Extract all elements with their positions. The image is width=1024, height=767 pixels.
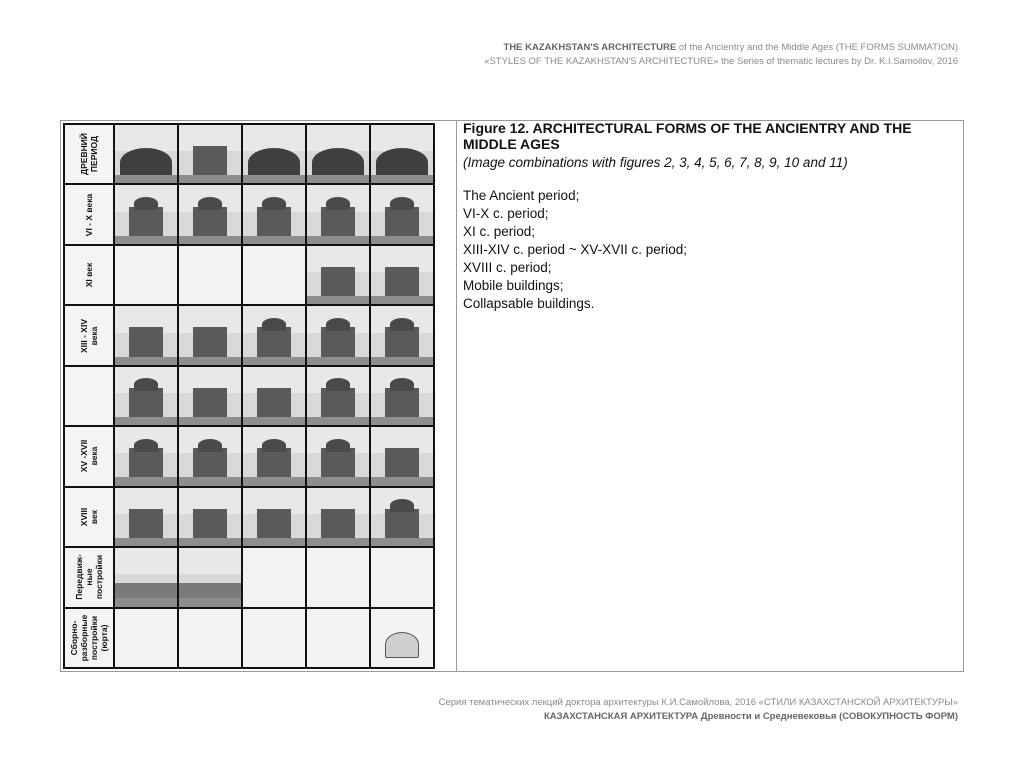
empty-placeholder — [307, 609, 369, 668]
building-photo — [115, 306, 177, 364]
figure-description — [463, 120, 953, 313]
grid-row — [64, 245, 434, 305]
grid-row — [64, 608, 434, 669]
figure-subtitle: (Image combinations with figures 2, 3, 4, 5, 6, 7, 8, 9, 10 and 11) — [463, 155, 848, 170]
building-photo — [115, 548, 177, 606]
building-photo — [179, 306, 241, 364]
building-photo — [243, 367, 305, 425]
period-item: XIII-XIV c. period ~ XV-XVII c. period; — [463, 242, 687, 257]
period-row-label-text: XV -XVII века — [79, 440, 99, 473]
building-photo — [371, 488, 433, 546]
period-item: XVIII c. period; — [463, 260, 552, 275]
building-photo — [243, 427, 305, 485]
period-row-label-text: VI - X века — [84, 193, 94, 236]
period-row-label — [64, 305, 114, 365]
period-row-label-text: Передвиж- ные постройки — [74, 554, 104, 601]
building-photo — [179, 488, 241, 546]
period-list — [463, 187, 953, 313]
building-photo — [179, 427, 241, 485]
building-photo — [371, 609, 433, 668]
architecture-photo-cell — [242, 184, 306, 244]
architecture-photo-cell — [114, 547, 178, 607]
architecture-photo-cell — [114, 366, 178, 426]
architecture-photo-cell — [114, 184, 178, 244]
empty-placeholder — [115, 609, 177, 668]
architecture-photo-cell — [306, 366, 370, 426]
empty-cell — [114, 608, 178, 669]
architecture-photo-cell — [178, 487, 242, 547]
grid-row — [64, 124, 434, 184]
empty-placeholder — [115, 246, 177, 304]
header-line-1: THE KAZAKHSTAN'S ARCHITECTURE of the Ancientry and the Middle Ages (THE FORMS SUMMATION) — [503, 42, 958, 53]
architecture-photo-cell — [242, 305, 306, 365]
architecture-photo-cell — [178, 124, 242, 184]
empty-placeholder — [243, 548, 305, 606]
grid-row — [64, 184, 434, 244]
column-divider — [456, 120, 457, 672]
building-photo — [371, 427, 433, 485]
grid-row — [64, 366, 434, 426]
building-photo — [371, 185, 433, 243]
empty-cell — [242, 608, 306, 669]
grid-row — [64, 305, 434, 365]
period-item: Collapsable buildings. — [463, 296, 595, 311]
architecture-photo-cell — [370, 608, 434, 669]
empty-cell — [178, 608, 242, 669]
architecture-photo-cell — [306, 487, 370, 547]
architecture-photo-cell — [370, 366, 434, 426]
footer-line-1: Серия тематических лекций доктора архитектуры К.И.Самойлова, 2016 «СТИЛИ КАЗАХСТАНСКОЙ АРХИТЕКТУРЫ» — [438, 697, 958, 708]
period-item: The Ancient period; — [463, 188, 580, 203]
period-row-label — [64, 245, 114, 305]
architecture-photo-cell — [178, 305, 242, 365]
empty-cell — [306, 608, 370, 669]
empty-cell — [370, 547, 434, 607]
architecture-photo-cell — [114, 426, 178, 486]
architecture-photo-cell — [242, 124, 306, 184]
architecture-photo-cell — [114, 124, 178, 184]
architecture-photo-cell — [114, 487, 178, 547]
architecture-photo-cell — [242, 487, 306, 547]
period-row-label-text: Сборно- разборные постройки (юрта) — [69, 614, 109, 662]
building-photo — [179, 125, 241, 183]
architecture-photo-cell — [178, 547, 242, 607]
building-photo — [115, 427, 177, 485]
architecture-photo-cell — [306, 124, 370, 184]
building-photo — [115, 125, 177, 183]
architecture-photo-cell — [306, 305, 370, 365]
period-item: XI c. period; — [463, 224, 536, 239]
period-row-label — [64, 184, 114, 244]
architecture-photo-cell — [114, 305, 178, 365]
period-row-label-text: ДРЕВНИЙ ПЕРИОД — [79, 133, 99, 176]
building-photo — [371, 125, 433, 183]
slide-footer — [439, 696, 958, 724]
empty-placeholder — [179, 609, 241, 668]
architecture-photo-cell — [242, 366, 306, 426]
architecture-photo-cell — [306, 426, 370, 486]
building-photo — [179, 548, 241, 606]
architecture-photo-cell — [178, 366, 242, 426]
period-row-label — [64, 124, 114, 184]
building-photo — [307, 125, 369, 183]
building-photo — [307, 427, 369, 485]
building-photo — [115, 185, 177, 243]
building-photo — [179, 367, 241, 425]
slide-header — [484, 41, 958, 69]
building-photo — [371, 246, 433, 304]
empty-placeholder — [371, 548, 433, 606]
empty-placeholder — [243, 246, 305, 304]
period-row-label — [64, 426, 114, 486]
architecture-photo-cell — [370, 426, 434, 486]
architecture-forms-grid — [63, 123, 435, 669]
building-photo — [307, 488, 369, 546]
architecture-photo-cell — [370, 305, 434, 365]
architecture-photo-cell — [242, 426, 306, 486]
period-row-label-text: XVIII век — [79, 507, 99, 527]
period-row-label-text: XI век — [84, 262, 94, 288]
figure-title: Figure 12. ARCHITECTURAL FORMS OF THE ANCIENTRY AND THE MIDDLE AGES — [463, 120, 912, 152]
building-photo — [307, 306, 369, 364]
building-photo — [307, 246, 369, 304]
header-line-2: «STYLES OF THE KAZAKHSTAN'S ARCHITECTURE» the Series of thematic lectures by Dr. K.I.Samoilov, 2016 — [484, 56, 958, 67]
architecture-photo-cell — [370, 245, 434, 305]
building-photo — [243, 185, 305, 243]
building-photo — [307, 367, 369, 425]
empty-cell — [114, 245, 178, 305]
building-photo — [243, 125, 305, 183]
building-photo — [179, 185, 241, 243]
empty-cell — [242, 245, 306, 305]
building-photo — [371, 367, 433, 425]
building-photo — [243, 306, 305, 364]
period-row-label-text: XIII - XIV века — [79, 318, 99, 353]
architecture-photo-cell — [370, 487, 434, 547]
grid-row — [64, 487, 434, 547]
grid-row — [64, 426, 434, 486]
period-row-label — [64, 608, 114, 669]
period-row-label — [64, 366, 114, 426]
empty-placeholder — [179, 246, 241, 304]
empty-cell — [178, 245, 242, 305]
period-item: Mobile buildings; — [463, 278, 564, 293]
architecture-photo-cell — [178, 426, 242, 486]
empty-cell — [242, 547, 306, 607]
forms-table — [63, 123, 435, 669]
building-photo — [115, 367, 177, 425]
building-photo — [243, 488, 305, 546]
empty-cell — [306, 547, 370, 607]
building-photo — [115, 488, 177, 546]
building-photo — [307, 185, 369, 243]
empty-placeholder — [243, 609, 305, 668]
period-row-label — [64, 487, 114, 547]
architecture-photo-cell — [306, 184, 370, 244]
grid-row — [64, 547, 434, 607]
empty-placeholder — [307, 548, 369, 606]
footer-line-2: КАЗАХСТАНСКАЯ АРХИТЕКТУРА Древности и Средневековья (СОВОКУПНОСТЬ ФОРМ) — [543, 711, 958, 722]
period-row-label — [64, 547, 114, 607]
building-photo — [371, 306, 433, 364]
architecture-photo-cell — [178, 184, 242, 244]
period-item: VI-X c. period; — [463, 206, 549, 221]
architecture-photo-cell — [370, 184, 434, 244]
architecture-photo-cell — [306, 245, 370, 305]
architecture-photo-cell — [370, 124, 434, 184]
